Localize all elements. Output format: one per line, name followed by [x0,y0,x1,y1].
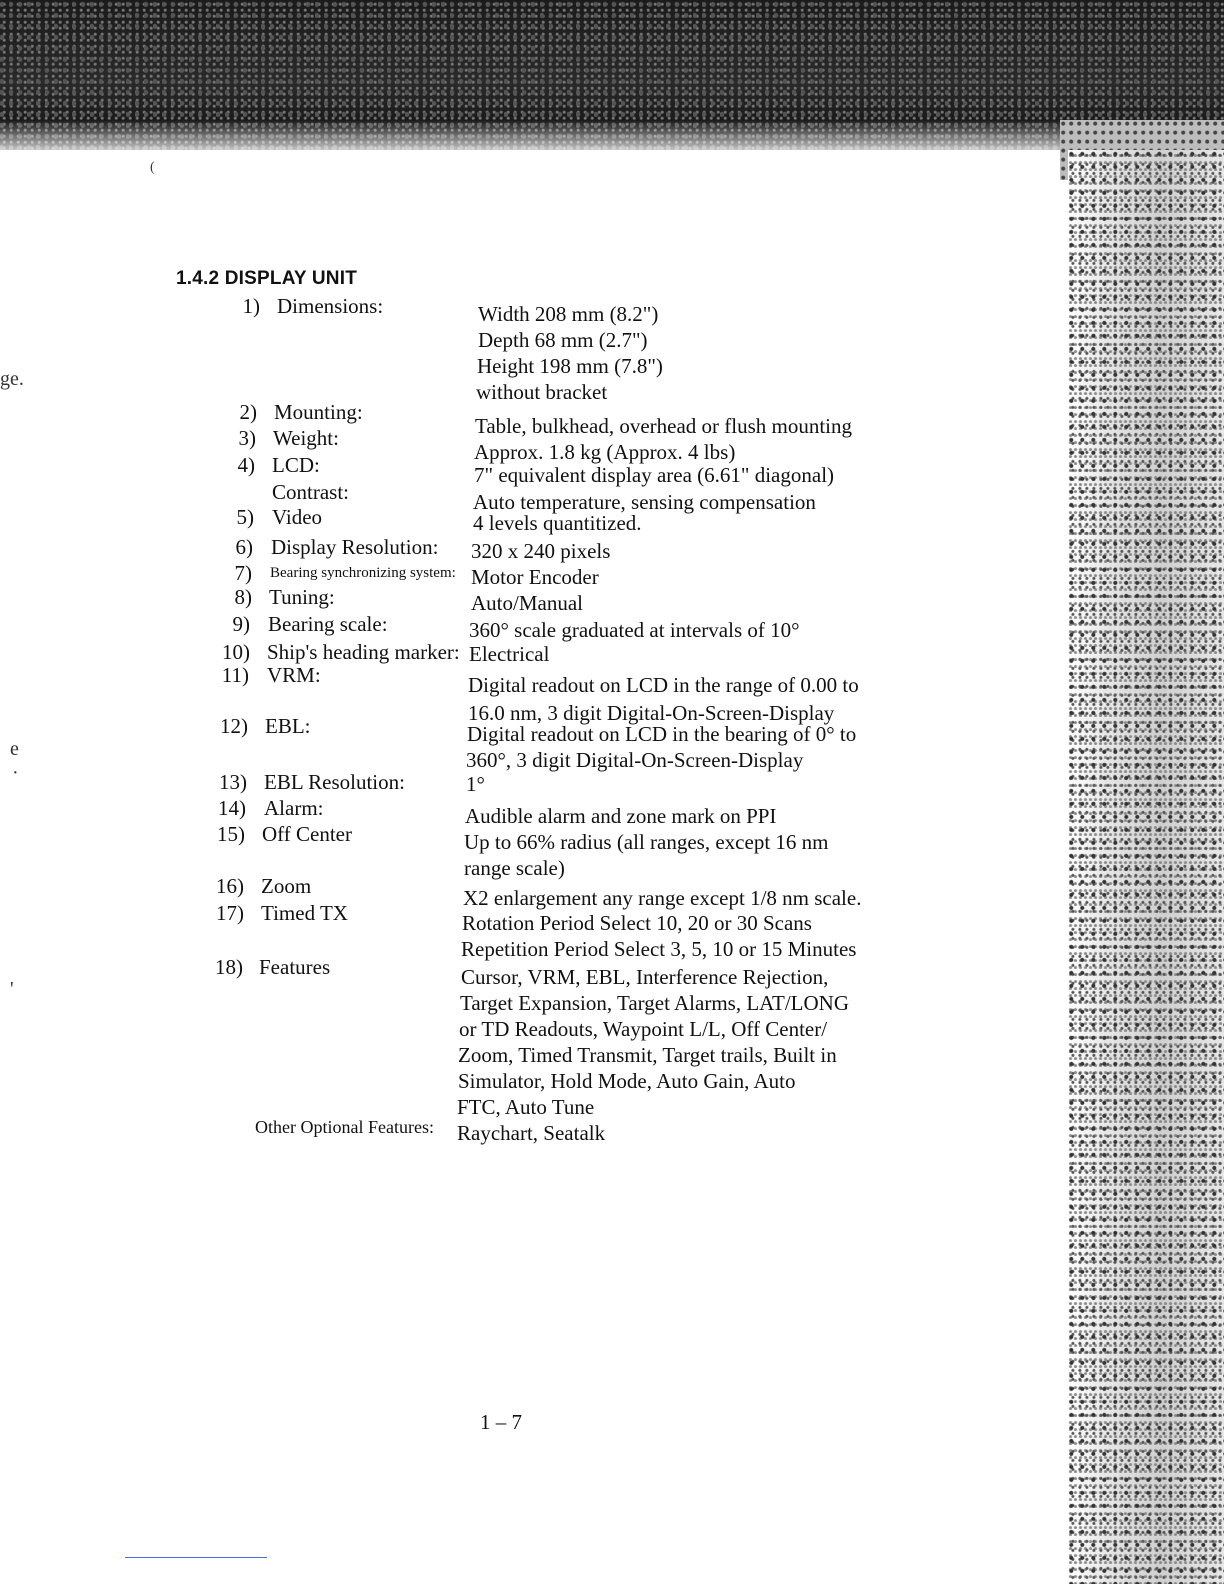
spec-value: Target Expansion, Target Alarms, LAT/LONG [460,991,849,1015]
spec-label: Timed TX [261,901,348,925]
spec-value: range scale) [464,856,565,880]
spec-value: Zoom, Timed Transmit, Target trails, Built in [458,1043,837,1067]
margin-mark: ' [10,978,14,1000]
spec-value: Simulator, Hold Mode, Auto Gain, Auto [458,1069,796,1093]
spec-value: Table, bulkhead, overhead or flush mounting [475,414,853,438]
spec-value: Electrical [469,642,550,666]
spec-number: 18) [215,955,243,979]
spec-number: 5) [236,505,254,529]
spec-number: 15) [217,822,245,846]
spec-value: Approx. 1.8 kg (Approx. 4 lbs) [474,440,736,464]
spec-label: LCD: [272,453,320,477]
spec-label: Contrast: [272,480,349,504]
spec-number: 8) [234,585,252,609]
spec-value: X2 enlargement any range except 1/8 nm scale. [463,886,862,910]
spec-label: Other Optional Features: [255,1117,434,1137]
margin-mark: ge. [0,368,24,390]
spec-value: 360° scale graduated at intervals of 10° [469,618,800,642]
spec-label: Dimensions: [277,294,384,318]
spec-value: Rotation Period Select 10, 20 or 30 Scans [462,911,812,935]
spec-number: 6) [235,535,253,559]
spec-value: or TD Readouts, Waypoint L/L, Off Center/ [459,1017,828,1041]
spec-value: Repetition Period Select 3, 5, 10 or 15 Minutes [461,937,857,961]
spec-number: 9) [232,612,250,636]
spec-value: without bracket [476,380,608,404]
spec-value: Auto temperature, sensing compensation [473,490,816,514]
spec-value: 7" equivalent display area (6.61" diagonal) [474,463,835,487]
spec-label: Video [272,505,323,529]
spec-value: Raychart, Seatalk [457,1121,606,1145]
margin-mark: · [12,762,19,784]
spec-value: Height 198 mm (7.8") [477,354,663,378]
spec-number: 11) [221,663,249,687]
spec-value: 16.0 nm, 3 digit Digital-On-Screen-Display [468,701,835,725]
spec-label: Tuning: [269,585,335,609]
footer-rule [125,1557,267,1558]
spec-value: Auto/Manual [471,591,583,615]
scan-shadow-fade [0,120,1224,160]
margin-mark: ( [150,160,155,175]
spec-number: 12) [220,714,248,738]
spec-label: Features [259,955,331,979]
section-number: 1.4.2 [176,268,220,289]
spec-number: 2) [239,400,257,424]
spec-value: Digital readout on LCD in the bearing of 0° to [467,722,857,746]
spec-value: Audible alarm and zone mark on PPI [465,804,777,828]
spec-number: 4) [237,453,255,477]
spec-label: Bearing scale: [268,612,388,636]
spec-label: VRM: [267,663,321,687]
spec-label: Ship's heading marker: [267,640,460,664]
spec-number: 14) [218,796,246,820]
spec-number: 13) [219,770,247,794]
spec-value: Motor Encoder [471,565,599,589]
spec-value: 320 x 240 pixels [471,539,611,563]
spec-number: 3) [238,426,256,450]
spec-number: 17) [216,901,244,925]
spec-label: Weight: [273,426,339,450]
spec-value: 1° [466,772,485,796]
spec-value: Depth 68 mm (2.7") [478,328,648,352]
spec-label: Mounting: [274,400,363,424]
spec-value: Cursor, VRM, EBL, Interference Rejection, [461,965,829,989]
spec-value: Digital readout on LCD in the range of 0.00 to [468,673,859,697]
spec-label: Display Resolution: [271,535,439,559]
spec-label: EBL Resolution: [264,770,405,794]
margin-mark: e [10,738,19,760]
spec-value: 360°, 3 digit Digital-On-Screen-Display [466,748,804,772]
spec-number: 7) [234,561,252,585]
section-heading [176,268,357,290]
spec-value: FTC, Auto Tune [457,1095,595,1119]
spec-label: EBL: [265,714,311,738]
spec-number: 10) [222,640,250,664]
scan-shadow-right [1068,150,1224,1584]
section-title: DISPLAY UNIT [224,268,358,289]
spec-number: 1) [242,294,260,318]
spec-value: Width 208 mm (8.2") [478,302,659,326]
spec-label: Off Center [262,822,352,846]
spec-value: 4 levels quantitized. [473,511,642,535]
spec-label: Alarm: [264,796,324,820]
page-number: 1 – 7 [480,1410,522,1434]
spec-label: Bearing synchronizing system: [270,565,456,581]
spec-value: Up to 66% radius (all ranges, except 16 nm [464,830,829,854]
spec-label: Zoom [261,874,312,898]
spec-number: 16) [216,874,244,898]
